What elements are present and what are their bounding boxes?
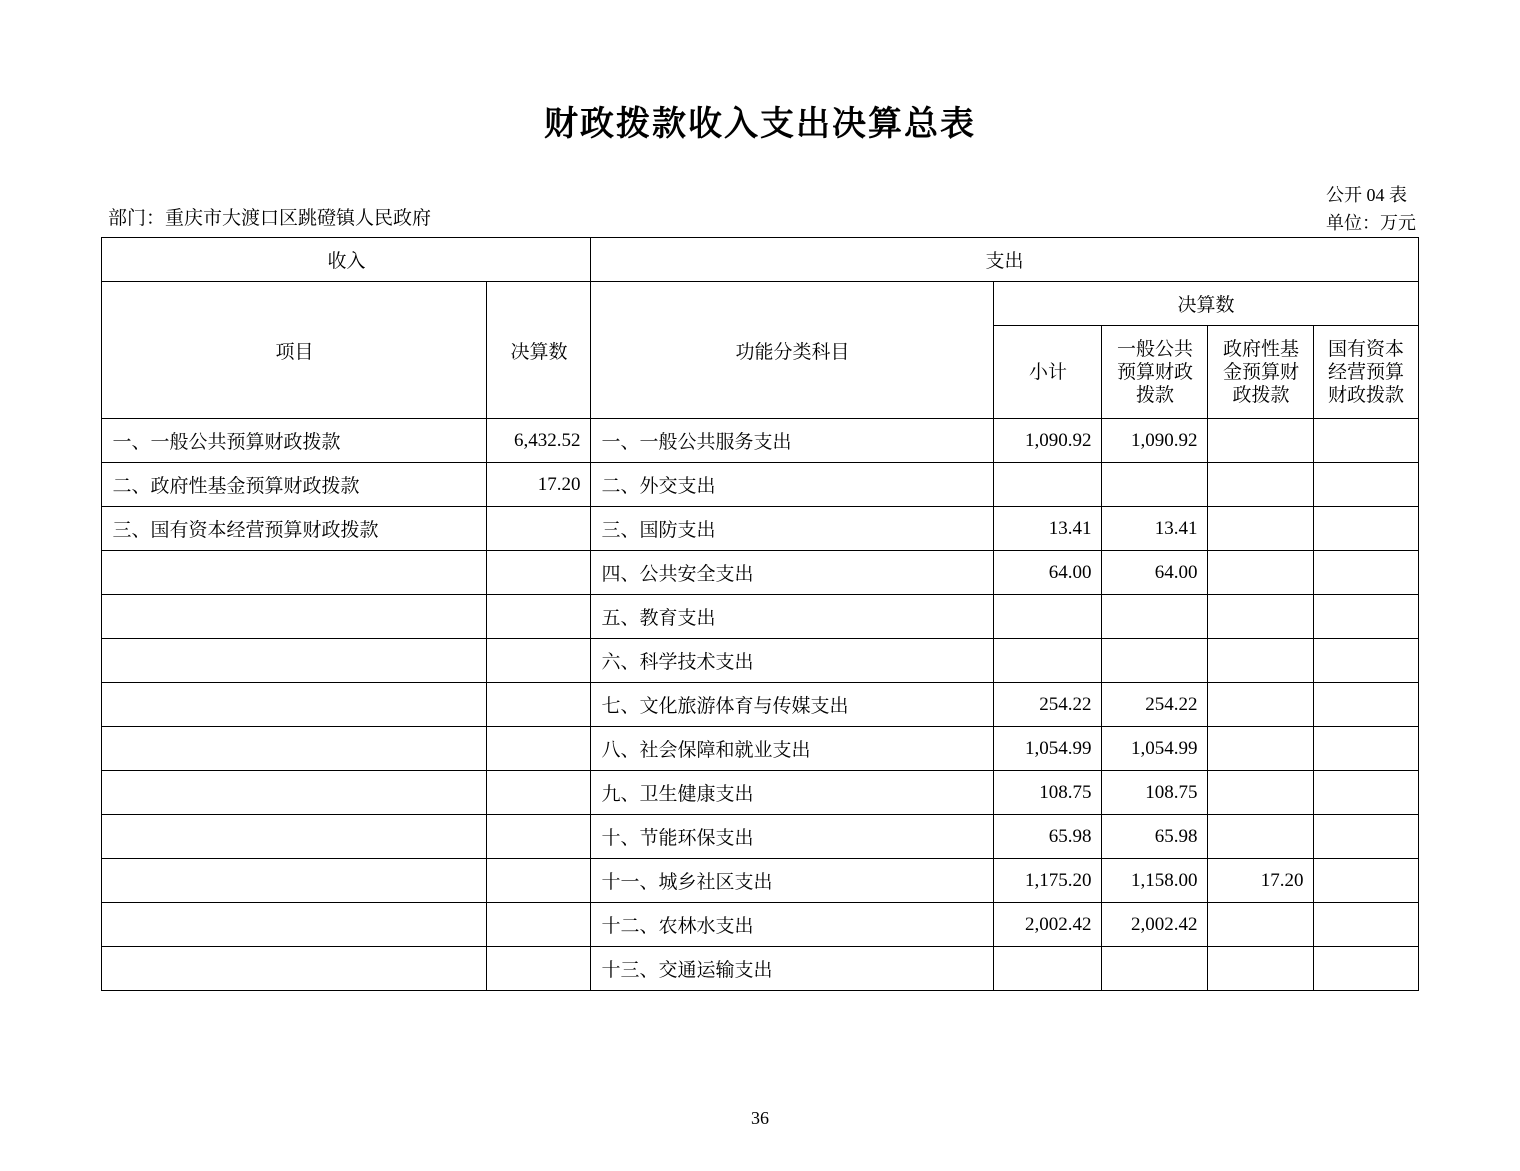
income-item — [102, 683, 487, 727]
expense-general: 254.22 — [1102, 683, 1208, 727]
income-col-item: 项目 — [102, 282, 487, 419]
expense-subtotal: 1,054.99 — [994, 727, 1102, 771]
table-row — [102, 683, 1418, 727]
expense-stateowned — [1314, 859, 1418, 903]
expense-subcol-general: 一般公共预算财政拨款 — [1102, 326, 1208, 419]
expense-general: 108.75 — [1102, 771, 1208, 815]
income-value — [487, 947, 591, 991]
income-value: 6,432.52 — [487, 419, 591, 463]
unit-note: 单位：万元 — [1326, 213, 1416, 233]
expense-general — [1102, 947, 1208, 991]
expense-fund — [1208, 551, 1314, 595]
expense-general: 1,158.00 — [1102, 859, 1208, 903]
expense-stateowned — [1314, 683, 1418, 727]
expense-fund — [1208, 727, 1314, 771]
income-value — [487, 595, 591, 639]
expense-stateowned — [1314, 419, 1418, 463]
expense-general — [1102, 639, 1208, 683]
income-item — [102, 639, 487, 683]
table-row — [102, 859, 1418, 903]
expense-subtotal — [994, 947, 1102, 991]
expense-subtotal: 65.98 — [994, 815, 1102, 859]
expense-general: 65.98 — [1102, 815, 1208, 859]
income-value — [487, 903, 591, 947]
expense-stateowned — [1314, 639, 1418, 683]
expense-subtotal: 1,090.92 — [994, 419, 1102, 463]
income-value — [487, 507, 591, 551]
income-value — [487, 771, 591, 815]
expense-stateowned — [1314, 947, 1418, 991]
income-item — [102, 771, 487, 815]
document-page — [0, 96, 1520, 1171]
expense-subject: 一、一般公共服务支出 — [591, 419, 994, 463]
expense-subject: 十、节能环保支出 — [591, 815, 994, 859]
expense-col-subject: 功能分类科目 — [591, 282, 994, 419]
income-value — [487, 551, 591, 595]
expense-subject: 十二、农林水支出 — [591, 903, 994, 947]
income-col-final: 决算数 — [487, 282, 591, 419]
form-code: 公开 04 表 — [1326, 185, 1407, 205]
table-row — [102, 551, 1418, 595]
expense-stateowned — [1314, 595, 1418, 639]
table-row — [102, 727, 1418, 771]
expense-general: 1,090.92 — [1102, 419, 1208, 463]
page-title: 财政拨款收入支出决算总表 — [544, 104, 976, 144]
expense-stateowned — [1314, 551, 1418, 595]
expense-subject: 三、国防支出 — [591, 507, 994, 551]
expense-general: 13.41 — [1102, 507, 1208, 551]
expense-subject: 八、社会保障和就业支出 — [591, 727, 994, 771]
expense-fund — [1208, 815, 1314, 859]
budget-table — [101, 237, 1418, 991]
income-item — [102, 727, 487, 771]
expense-fund — [1208, 683, 1314, 727]
expense-subject: 十三、交通运输支出 — [591, 947, 994, 991]
expense-stateowned — [1314, 903, 1418, 947]
expense-subtotal: 64.00 — [994, 551, 1102, 595]
expense-subcol-stateowned: 国有资本经营预算财政拨款 — [1314, 326, 1418, 419]
expense-subtotal: 1,175.20 — [994, 859, 1102, 903]
table-row — [102, 947, 1418, 991]
expense-stateowned — [1314, 463, 1418, 507]
expense-stateowned — [1314, 507, 1418, 551]
table-row — [102, 639, 1418, 683]
document-meta — [0, 181, 1520, 237]
expense-subject: 十一、城乡社区支出 — [591, 859, 994, 903]
income-item — [102, 859, 487, 903]
expense-final-group: 决算数 — [994, 282, 1418, 326]
expense-fund — [1208, 639, 1314, 683]
expense-subject: 九、卫生健康支出 — [591, 771, 994, 815]
expense-subject: 六、科学技术支出 — [591, 639, 994, 683]
expense-general — [1102, 463, 1208, 507]
expense-stateowned — [1314, 815, 1418, 859]
expense-fund — [1208, 903, 1314, 947]
expense-fund — [1208, 947, 1314, 991]
expense-stateowned — [1314, 771, 1418, 815]
income-value — [487, 815, 591, 859]
table-header-row-group — [102, 238, 1418, 282]
income-value — [487, 727, 591, 771]
expense-subject: 七、文化旅游体育与传媒支出 — [591, 683, 994, 727]
department-label: 部门：重庆市大渡口区跳磴镇人民政府 — [108, 208, 432, 229]
income-item — [102, 595, 487, 639]
expense-fund — [1208, 595, 1314, 639]
income-item: 一、一般公共预算财政拨款 — [102, 419, 487, 463]
expense-fund — [1208, 771, 1314, 815]
expense-group-header: 支出 — [591, 238, 1418, 282]
expense-subject: 五、教育支出 — [591, 595, 994, 639]
form-meta — [1326, 181, 1416, 237]
expense-subtotal: 2,002.42 — [994, 903, 1102, 947]
income-group-header: 收入 — [102, 238, 591, 282]
income-value — [487, 683, 591, 727]
expense-general: 1,054.99 — [1102, 727, 1208, 771]
income-value — [487, 859, 591, 903]
table-row — [102, 903, 1418, 947]
expense-fund — [1208, 419, 1314, 463]
expense-general: 2,002.42 — [1102, 903, 1208, 947]
expense-subcol-fund: 政府性基金预算财政拨款 — [1208, 326, 1314, 419]
expense-fund — [1208, 507, 1314, 551]
page-number: 36 — [751, 1108, 769, 1128]
table-row — [102, 815, 1418, 859]
income-item — [102, 903, 487, 947]
table-header-row-sub1 — [102, 282, 1418, 326]
table-row — [102, 507, 1418, 551]
expense-subtotal — [994, 595, 1102, 639]
table-row — [102, 595, 1418, 639]
expense-subcol-subtotal: 小计 — [994, 326, 1102, 419]
expense-stateowned — [1314, 727, 1418, 771]
expense-subtotal: 13.41 — [994, 507, 1102, 551]
income-item — [102, 947, 487, 991]
expense-subtotal — [994, 639, 1102, 683]
table-row — [102, 463, 1418, 507]
expense-subject: 四、公共安全支出 — [591, 551, 994, 595]
expense-general — [1102, 595, 1208, 639]
expense-subtotal: 254.22 — [994, 683, 1102, 727]
expense-subtotal — [994, 463, 1102, 507]
income-item — [102, 815, 487, 859]
income-value — [487, 639, 591, 683]
expense-subject: 二、外交支出 — [591, 463, 994, 507]
table-row — [102, 771, 1418, 815]
expense-fund — [1208, 463, 1314, 507]
expense-fund: 17.20 — [1208, 859, 1314, 903]
income-value: 17.20 — [487, 463, 591, 507]
expense-general: 64.00 — [1102, 551, 1208, 595]
income-item — [102, 551, 487, 595]
expense-subtotal: 108.75 — [994, 771, 1102, 815]
income-item: 三、国有资本经营预算财政拨款 — [102, 507, 487, 551]
table-row — [102, 419, 1418, 463]
income-item: 二、政府性基金预算财政拨款 — [102, 463, 487, 507]
